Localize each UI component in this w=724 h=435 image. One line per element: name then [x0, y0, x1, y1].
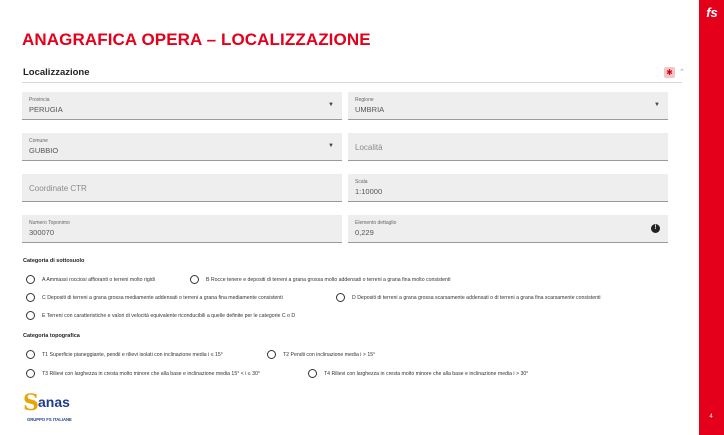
sottosuolo-radio-b[interactable] [190, 275, 451, 284]
topografica-radio-t1[interactable] [26, 350, 223, 359]
logo-word: anas [38, 394, 70, 410]
coordinate-ctr-input[interactable] [22, 174, 342, 202]
fs-logo-icon: fs [706, 5, 718, 20]
radio-label: D Depositi di terreni a grana grossa scarsamente addensati o di terreni a grana fina scarsamente consistenti [352, 294, 601, 301]
radio-circle-icon[interactable] [308, 369, 317, 378]
caret-down-icon: ▼ [654, 102, 660, 108]
radio-label: A Ammassi rocciosi affioranti o terreni molto rigidi [42, 276, 155, 283]
coordinate-ctr-placeholder: Coordinate CTR [29, 184, 87, 193]
radio-label: T4 Rilievi con larghezza in cresta molto minore che alla base e inclinazione media i > 30° [324, 370, 529, 377]
topografica-radio-t4[interactable] [308, 369, 528, 378]
radio-circle-icon[interactable] [26, 311, 35, 320]
regione-value: UMBRIA [355, 105, 385, 114]
scala-label: Scala [355, 179, 368, 185]
numero-toponimo-input[interactable] [22, 215, 342, 243]
topografica-radio-t3[interactable] [26, 369, 260, 378]
elemento-dettaglio-label: Elemento dettaglio [355, 220, 397, 226]
chevron-up-icon[interactable]: ⌃ [679, 69, 685, 76]
comune-value: GUBBIO [29, 146, 59, 155]
radio-circle-icon[interactable] [190, 275, 199, 284]
sottosuolo-radio-e[interactable] [26, 311, 295, 320]
sottosuolo-radio-a[interactable] [26, 275, 155, 284]
localita-input[interactable] [348, 133, 668, 161]
radio-label: B Rocce tenere e depositi di terreni a grana grossa molto addensati o terreni a grana fina molto consistenti [206, 276, 451, 283]
radio-circle-icon[interactable] [26, 369, 35, 378]
elemento-dettaglio-value: 0,229 [355, 228, 374, 237]
provincia-value: PERUGIA [29, 105, 63, 114]
section-title: Localizzazione [23, 67, 90, 78]
scala-value: 1:10000 [355, 187, 383, 196]
radio-label: T3 Rilievi con larghezza in cresta molto minore che alla base e inclinazione media 15° < i ≤ 30° [42, 370, 260, 377]
radio-circle-icon[interactable] [336, 293, 345, 302]
provincia-select[interactable] [22, 92, 342, 120]
caret-down-icon: ▼ [328, 102, 334, 108]
radio-circle-icon[interactable] [26, 293, 35, 302]
logo-subtitle: GRUPPO FS ITALIANE [27, 417, 72, 422]
comune-select[interactable] [22, 133, 342, 161]
provincia-label: Provincia [29, 97, 50, 103]
page-number: 4 [709, 414, 713, 420]
sottosuolo-radio-d[interactable] [336, 293, 601, 302]
sottosuolo-title: Categoria di sottosuolo [23, 258, 85, 264]
page-title: ANAGRAFICA OPERA – LOCALIZZAZIONE [22, 30, 371, 49]
anas-logo-icon: S [23, 390, 39, 416]
numero-toponimo-label: Numero Toponimo [29, 220, 70, 226]
comune-label: Comune [29, 138, 48, 144]
regione-label: Regione [355, 97, 374, 103]
radio-label: T2 Pendii con inclinazione media i > 15° [283, 351, 376, 358]
topografica-title: Categoria topografica [23, 333, 80, 339]
localita-placeholder: Località [355, 143, 383, 152]
numero-toponimo-value: 300070 [29, 228, 55, 237]
scala-input[interactable] [348, 174, 668, 202]
section-divider [22, 82, 682, 83]
topografica-radio-t2[interactable] [267, 350, 375, 359]
caret-down-icon: ▼ [328, 143, 334, 149]
elemento-dettaglio-input[interactable] [348, 215, 668, 243]
radio-label: T1 Superficie pianeggiante, pendii e rilievi isolati con inclinazione media i ≤ 15° [42, 351, 223, 358]
brand-side-band [699, 0, 724, 435]
radio-circle-icon[interactable] [26, 275, 35, 284]
radio-circle-icon[interactable] [26, 350, 35, 359]
radio-label: C Depositi di terreni a grana grossa mediamente addensati o terreni a grana fina mediamente consistenti [42, 294, 283, 301]
regione-select[interactable] [348, 92, 668, 120]
radio-label: E Terreni con caratteristiche e valori di velocità equivalente riconducibili a quelle definite per le categorie C o D [42, 312, 296, 319]
sottosuolo-radio-c[interactable] [26, 293, 283, 302]
info-icon[interactable]: ! [651, 224, 660, 233]
radio-circle-icon[interactable] [267, 350, 276, 359]
asterisk-icon[interactable]: ✱ [664, 67, 675, 78]
anas-logo [23, 390, 93, 426]
